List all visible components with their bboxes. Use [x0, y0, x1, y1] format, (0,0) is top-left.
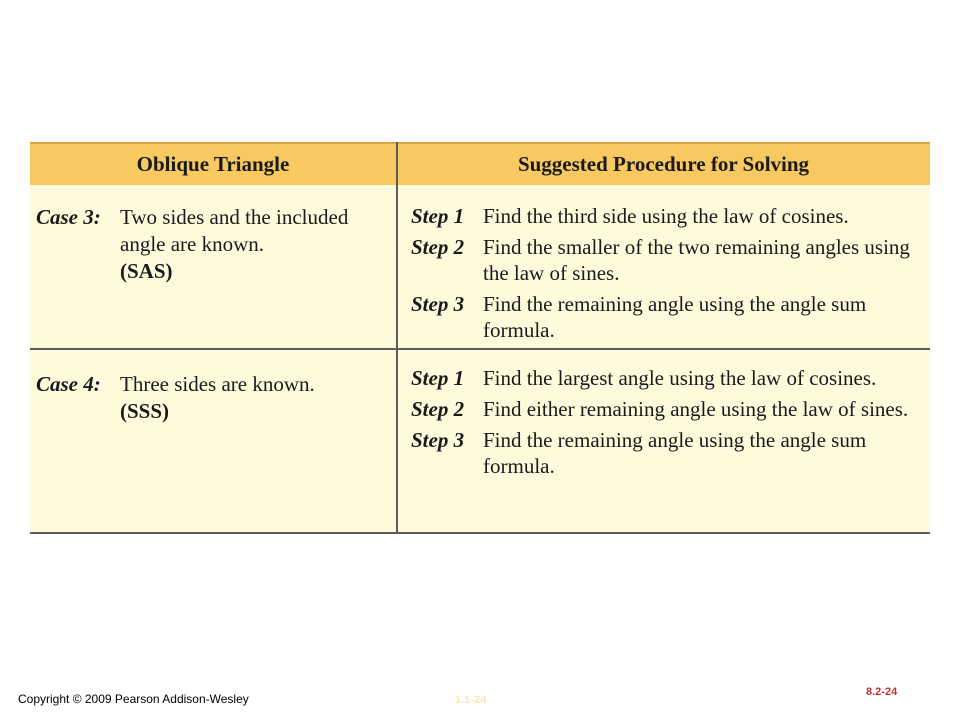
step-text: Find the smaller of the two remaining angles using the law of sines. — [483, 235, 910, 285]
case-4-description — [120, 371, 390, 425]
case-3-step-2 — [411, 234, 926, 286]
step-label: Step 3 — [411, 428, 465, 452]
case-4-abbr: (SSS) — [120, 399, 170, 423]
case-4-label: Case 4: — [36, 372, 101, 396]
copyright-notice: Copyright © 2009 Pearson Addison-Wesley — [18, 692, 249, 706]
slide-number: 8.2-24 — [866, 686, 898, 698]
case-3-abbr: (SAS) — [120, 259, 173, 283]
column-divider — [396, 142, 398, 532]
case-3-label: Case 3: — [36, 205, 101, 229]
step-text: Find either remaining angle using the law of sines. — [483, 397, 909, 421]
step-label: Step 2 — [411, 235, 465, 259]
case-4-step-1 — [411, 365, 926, 391]
step-label: Step 3 — [411, 292, 465, 316]
step-text: Find the remaining angle using the angle sum formula. — [483, 428, 867, 478]
step-text: Find the remaining angle using the angle sum formula. — [483, 292, 867, 342]
step-text: Find the largest angle using the law of cosines. — [483, 366, 877, 390]
faint-slide-label: 1.1-24 — [455, 694, 487, 706]
case-4-step-2 — [411, 396, 926, 422]
case-3-steps — [411, 203, 926, 348]
case-4-text: Three sides are known. — [120, 372, 315, 396]
case-4-step-3 — [411, 427, 926, 479]
step-label: Step 2 — [411, 397, 465, 421]
header-suggested-procedure: Suggested Procedure for Solving — [517, 152, 810, 176]
case-4-steps — [411, 365, 926, 484]
case-3-description — [120, 204, 390, 285]
header-oblique-triangle: Oblique Triangle — [136, 152, 290, 176]
case-3-text: Two sides and the included angle are known. — [120, 205, 349, 256]
step-text: Find the third side using the law of cosines. — [483, 204, 849, 228]
step-label: Step 1 — [411, 366, 465, 390]
procedure-table — [30, 142, 930, 534]
row-divider — [30, 348, 930, 350]
step-label: Step 1 — [411, 204, 465, 228]
case-3-step-3 — [411, 291, 926, 343]
case-3-step-1 — [411, 203, 926, 229]
table-header — [30, 142, 930, 185]
